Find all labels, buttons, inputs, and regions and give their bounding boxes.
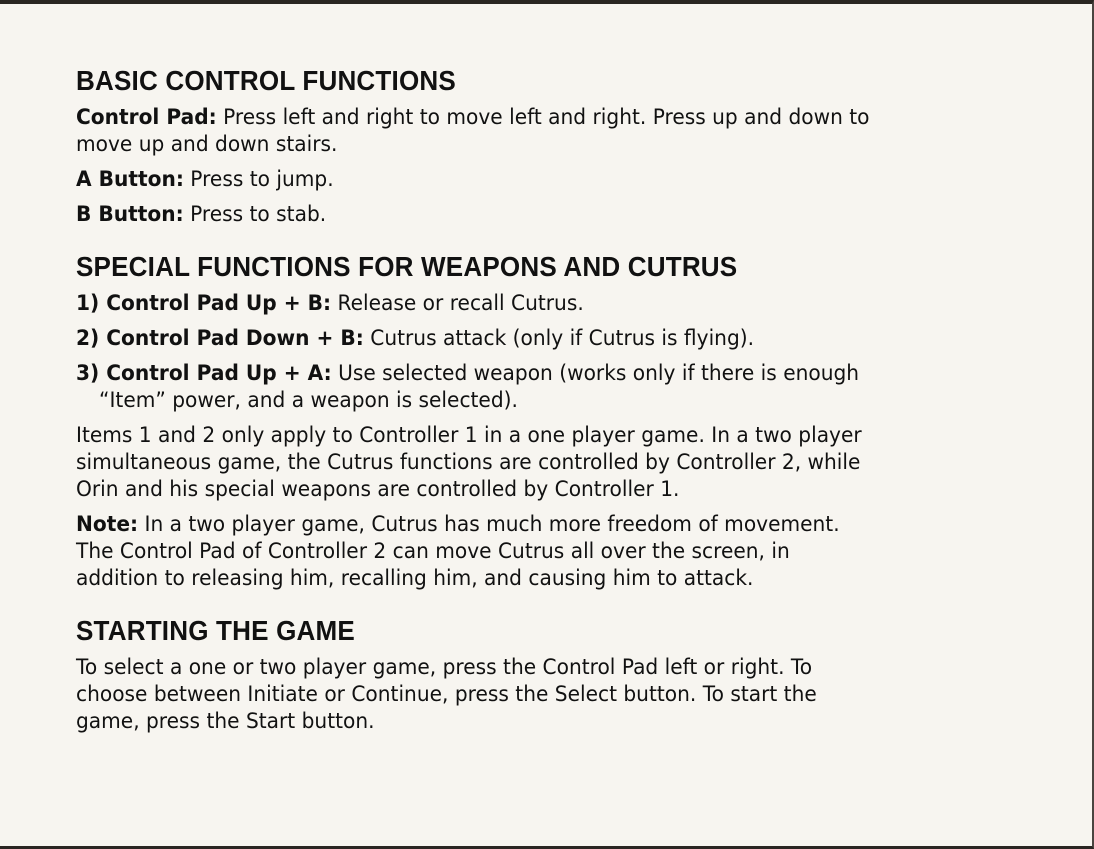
special-item-3-label: 3) Control Pad Up + A: <box>76 361 332 385</box>
special-item-2 <box>76 325 1036 352</box>
starting-game-section <box>76 614 1066 735</box>
starting-line-3: game, press the Start button. <box>76 709 375 733</box>
page-content <box>76 64 1066 757</box>
items-note-line-3: Orin and his special weapons are controlled by Controller 1. <box>76 477 680 501</box>
a-button-label: A Button: <box>76 167 184 191</box>
special-functions-heading: SPECIAL FUNCTIONS FOR WEAPONS AND CUTRUS <box>76 251 738 282</box>
control-pad-text: Press left and right to move left and right. Press up and down to <box>216 105 870 129</box>
special-item-2-text: Cutrus attack (only if Cutrus is flying). <box>363 326 755 350</box>
items-note-line-1: Items 1 and 2 only apply to Controller 1 in a one player game. In a two player <box>76 423 862 447</box>
special-item-3-text: Use selected weapon (works only if there is enough <box>331 361 860 385</box>
note-label: Note: <box>76 512 139 536</box>
control-pad-label: Control Pad: <box>76 105 217 129</box>
items-note-line-2: simultaneous game, the Cutrus functions are controlled by Controller 2, while <box>76 450 861 474</box>
special-functions-section <box>76 250 1066 592</box>
note-line-1: In a two player game, Cutrus has much more freedom of movement. <box>138 512 840 536</box>
note-line-3: addition to releasing him, recalling him, and causing him to attack. <box>76 566 754 590</box>
special-item-3-text-cont: “Item” power, and a weapon is selected). <box>99 388 518 412</box>
b-button-label: B Button: <box>76 202 184 226</box>
starting-line-2: choose between Initiate or Continue, press the Select button. To start the <box>76 682 817 706</box>
special-item-1 <box>76 290 1036 317</box>
special-item-1-label: 1) Control Pad Up + B: <box>76 291 332 315</box>
starting-game-paragraph <box>76 654 1036 735</box>
a-button-text: Press to jump. <box>183 167 334 191</box>
items-note-paragraph <box>76 422 1036 503</box>
b-button-text: Press to stab. <box>183 202 327 226</box>
starting-game-heading: STARTING THE GAME <box>76 615 355 646</box>
special-item-1-text: Release or recall Cutrus. <box>331 291 584 315</box>
starting-line-1: To select a one or two player game, press the Control Pad left or right. To <box>76 655 813 679</box>
b-button-description <box>76 201 1036 228</box>
basic-controls-section <box>76 64 1066 228</box>
a-button-description <box>76 166 1036 193</box>
basic-controls-heading: BASIC CONTROL FUNCTIONS <box>76 65 456 96</box>
special-item-3 <box>76 360 1036 414</box>
control-pad-description <box>76 104 1036 158</box>
two-player-note-paragraph <box>76 511 1036 592</box>
control-pad-text-cont: move up and down stairs. <box>76 132 338 156</box>
special-item-2-label: 2) Control Pad Down + B: <box>76 326 364 350</box>
note-line-2: The Control Pad of Controller 2 can move Cutrus all over the screen, in <box>76 539 790 563</box>
